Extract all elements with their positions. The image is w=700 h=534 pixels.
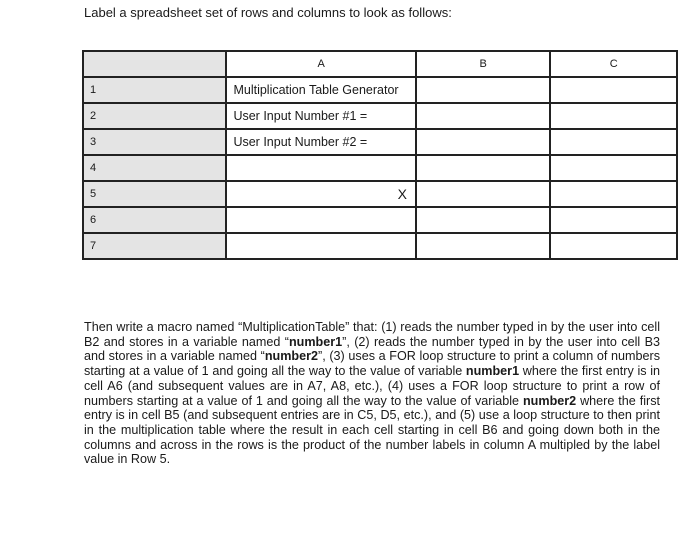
cell-c2 <box>550 103 677 129</box>
table-row <box>83 155 677 181</box>
instructions-text: where the first entry is in cell A6 (and subsequent values are in A7, A8, etc.), (4) uses a FOR loop structure to print a row of numbers starting at a value of 1 and going all the way to the value of variable <box>84 364 660 408</box>
intro-text: Label a spreadsheet set of rows and columns to look as follows: <box>84 5 452 20</box>
cell-c7 <box>550 233 677 259</box>
cell-c1 <box>550 77 677 103</box>
variable-number2: number2 <box>264 349 319 364</box>
table-row <box>83 129 677 155</box>
variable-number1: number1 <box>288 334 343 349</box>
column-header-c: C <box>550 51 677 77</box>
instructions-text: Then write a macro named “MultiplicationTable” that: (1) reads the number typed in by the user into cell B2 and stores in a variable named “ <box>84 320 660 349</box>
table-row <box>83 181 677 207</box>
spreadsheet-table <box>82 50 678 260</box>
cell-a1: Multiplication Table Generator <box>226 77 416 103</box>
cell-c3 <box>550 129 677 155</box>
cell-b6 <box>416 207 550 233</box>
corner-cell <box>83 51 226 77</box>
cell-b5 <box>416 181 550 207</box>
cell-a7 <box>226 233 416 259</box>
table-row <box>83 233 677 259</box>
table-row <box>83 103 677 129</box>
instructions-text: where the first entry is in cell B5 (and subsequent entries are in C5, D5, etc.), and (5) use a loop structure to then print in the multiplication table where the result in each cell starting in cell B6 and going down both in the columns and across in the rows is the product of the number labels in column A multipled by the label value in Row 5. <box>84 393 661 467</box>
cell-a2: User Input Number #1 = <box>226 103 416 129</box>
table-row <box>83 77 677 103</box>
variable-number1: number1 <box>465 364 520 379</box>
column-header-row <box>83 51 677 77</box>
row-header: 3 <box>83 129 226 155</box>
row-header: 7 <box>83 233 226 259</box>
cell-b4 <box>416 155 550 181</box>
column-header-b: B <box>416 51 550 77</box>
cell-a5-marker: X <box>226 181 416 207</box>
instructions-text: ”, (2) reads the number typed in by the user into cell B3 and stores in a variable named “ <box>84 334 660 364</box>
cell-c4 <box>550 155 677 181</box>
cell-a6 <box>226 207 416 233</box>
cell-b3 <box>416 129 550 155</box>
variable-number2: number2 <box>522 393 577 408</box>
instructions-paragraph <box>84 320 660 467</box>
row-header: 1 <box>83 77 226 103</box>
instructions-text: ”, (3) uses a FOR loop structure to print a column of numbers starting at a value of 1 and going all the way to the value of variable <box>84 349 660 379</box>
row-header: 2 <box>83 103 226 129</box>
cell-b7 <box>416 233 550 259</box>
cell-c6 <box>550 207 677 233</box>
cell-b1 <box>416 77 550 103</box>
cell-b2 <box>416 103 550 129</box>
row-header: 4 <box>83 155 226 181</box>
row-header: 5 <box>83 181 226 207</box>
column-header-a: A <box>226 51 416 77</box>
cell-a4 <box>226 155 416 181</box>
table-row <box>83 207 677 233</box>
cell-c5 <box>550 181 677 207</box>
cell-a3: User Input Number #2 = <box>226 129 416 155</box>
row-header: 6 <box>83 207 226 233</box>
